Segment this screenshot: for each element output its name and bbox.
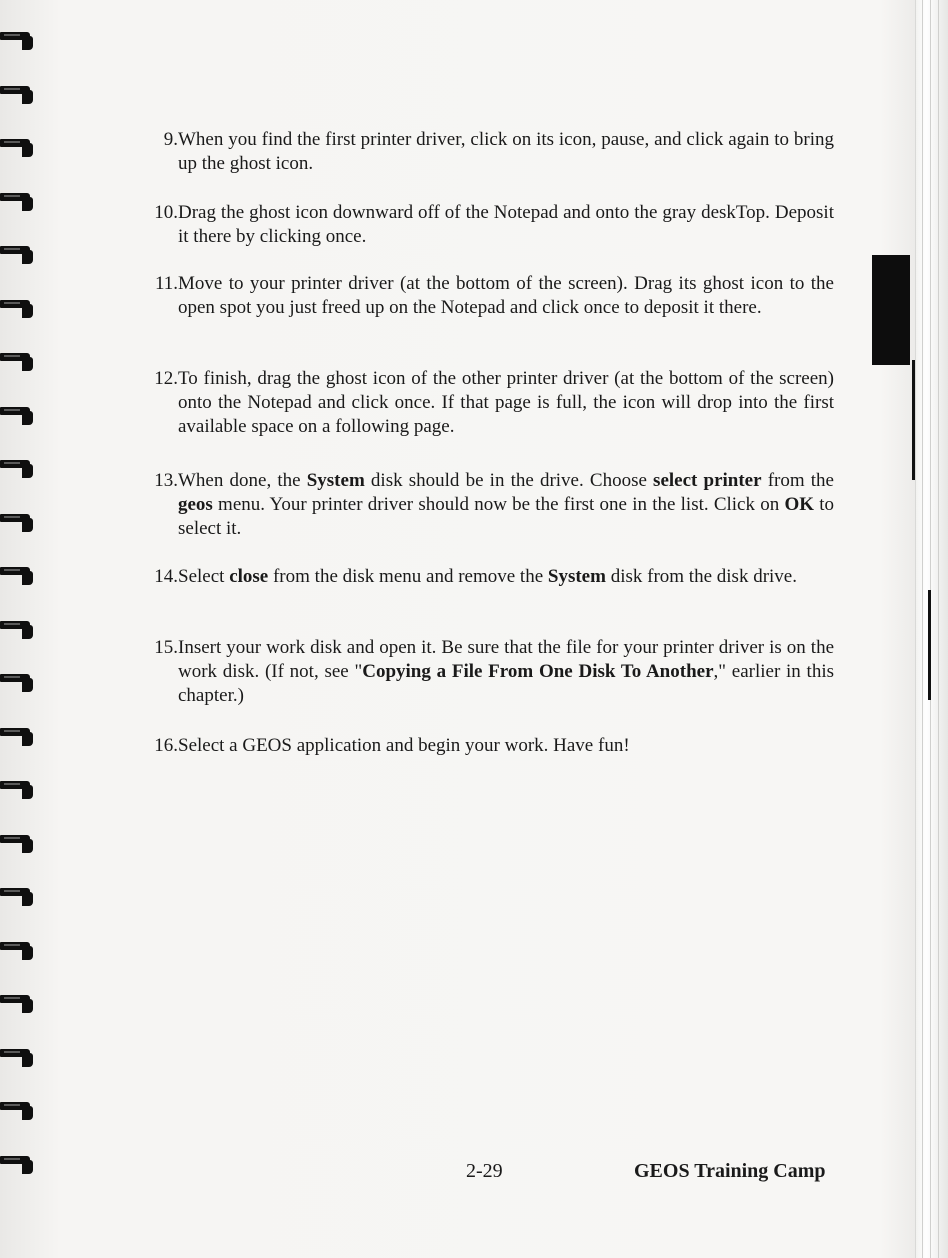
- bold-term: select printer: [653, 470, 762, 491]
- bold-term: System: [547, 566, 606, 587]
- text-run: to select it.: [178, 494, 834, 539]
- step-number: 15.: [154, 637, 178, 658]
- text-run: menu. Your printer driver should now be the first one in the list. Click on: [212, 494, 785, 515]
- step-text: [178, 367, 834, 439]
- bold-term: geos: [178, 494, 213, 515]
- binding-coil: [0, 1047, 34, 1067]
- binding-coil: [0, 405, 34, 425]
- binding-coil: [0, 993, 34, 1013]
- binding-coil: [0, 458, 34, 478]
- binding-coil: [0, 351, 34, 371]
- step-text: [178, 469, 834, 541]
- text-run: When you find the first printer driver, click on its icon, pause, and click again to bring up the ghost icon.: [178, 129, 834, 174]
- page-edge: [915, 0, 948, 1258]
- text-run: Select a GEOS application and begin your work. Have fun!: [178, 735, 630, 756]
- binding-coil: [0, 30, 34, 50]
- running-footer-title: GEOS Training Camp: [634, 1160, 826, 1182]
- bold-term: Copying a File From One Disk To Another: [362, 661, 714, 682]
- binding-coil: [0, 191, 34, 211]
- text-run: Select: [178, 566, 230, 587]
- page-number: 2-29: [466, 1160, 503, 1182]
- spiral-binding: [0, 30, 36, 1230]
- section-tab-marker: [872, 255, 910, 365]
- tab-marker-line: [928, 590, 931, 700]
- binding-coil: [0, 619, 34, 639]
- step-number: 12.: [154, 368, 178, 389]
- binding-coil: [0, 833, 34, 853]
- text-run: disk from the disk drive.: [605, 566, 797, 587]
- binding-coil: [0, 672, 34, 692]
- text-run: from the disk menu and remove the: [268, 566, 548, 587]
- step-number: 13.: [154, 470, 178, 491]
- binding-coil: [0, 726, 34, 746]
- text-run: Drag the ghost icon downward off of the Notepad and onto the gray deskTop. Deposit it there by clicking once.: [178, 202, 834, 247]
- binding-coil: [0, 779, 34, 799]
- binding-coil: [0, 244, 34, 264]
- bold-term: OK: [784, 494, 814, 515]
- step-text: [178, 734, 834, 758]
- binding-coil: [0, 137, 34, 157]
- step-text: [178, 565, 834, 589]
- step-number: 11.: [154, 273, 178, 294]
- binding-coil: [0, 565, 34, 585]
- binding-coil: [0, 940, 34, 960]
- step-number: 9.: [163, 129, 178, 150]
- binding-coil: [0, 1154, 34, 1174]
- text-run: disk should be in the drive. Choose: [364, 470, 654, 491]
- text-run: When done, the: [178, 470, 307, 491]
- text-run: To finish, drag the ghost icon of the other printer driver (at the bottom of the screen) onto the Notepad and click once. If that page is full, the icon will drop into the first available space on a following page.: [178, 368, 834, 437]
- text-run: ," earlier in this chapter.): [178, 661, 834, 706]
- step-number: 16.: [154, 735, 178, 756]
- text-run: Insert your work disk and open it. Be sure that the file for your printer driver is on the work disk. (If not, see ": [178, 637, 834, 682]
- binding-coil: [0, 512, 34, 532]
- binding-coil: [0, 298, 34, 318]
- bold-term: System: [306, 470, 365, 491]
- step-text: [178, 272, 834, 320]
- text-run: Move to your printer driver (at the bottom of the screen). Drag its ghost icon to the open spot you just freed up on the Notepad and click once to deposit it there.: [178, 273, 834, 318]
- binding-coil: [0, 84, 34, 104]
- step-number: 14.: [154, 566, 178, 587]
- text-run: from the: [761, 470, 834, 491]
- step-text: [178, 128, 834, 176]
- binding-coil: [0, 886, 34, 906]
- bold-term: close: [229, 566, 269, 587]
- step-number: 10.: [154, 202, 178, 223]
- binding-coil: [0, 1100, 34, 1120]
- step-text: [178, 201, 834, 249]
- tab-marker-line: [912, 360, 915, 480]
- step-text: [178, 636, 834, 708]
